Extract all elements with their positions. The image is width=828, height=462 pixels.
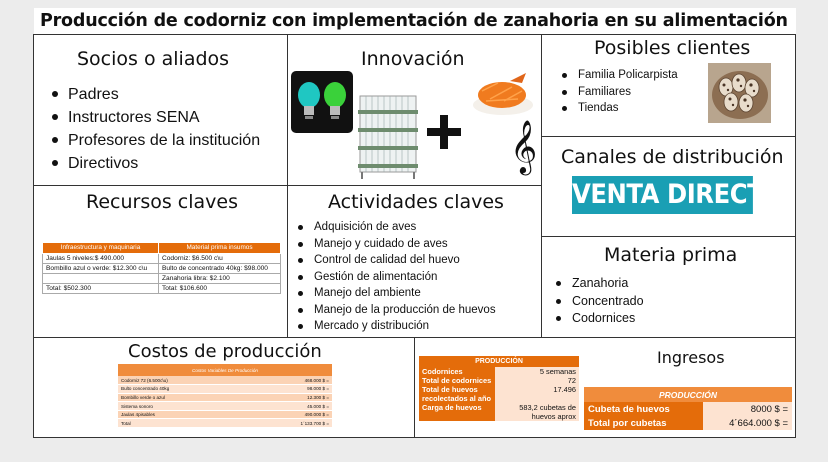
table-row: Codornices 5 semanas xyxy=(419,367,579,376)
quail-eggs-icon xyxy=(708,63,771,123)
table-row: Total de huevos recolectados al año 17.496 xyxy=(419,385,579,403)
produccion-header: PRODUCCIÓN xyxy=(419,356,579,367)
cell-materia xyxy=(541,236,796,338)
list-item: Concentrado xyxy=(556,293,644,311)
list-item: Familia Policarpista xyxy=(562,67,678,84)
socios-list xyxy=(52,83,260,175)
table-row: Jaulas 4pisables 490.000 $ = xyxy=(118,410,332,419)
actividades-heading: Actividades claves xyxy=(328,191,504,213)
table-row: Jaulas 5 niveles:$ 490.000 Codorniz: $6.500 c\u xyxy=(43,254,281,264)
clientes-heading: Posibles clientes xyxy=(594,37,751,59)
table-row: Total: $502.300 Total: $106.600 xyxy=(43,284,281,294)
light-bulbs-icon xyxy=(291,71,353,133)
socios-heading: Socios o aliados xyxy=(77,48,230,70)
list-item: Instructores SENA xyxy=(52,106,260,129)
innovacion-heading: Innovación xyxy=(361,48,465,70)
list-item: Padres xyxy=(52,83,260,106)
list-item: Zanahoria xyxy=(556,275,644,293)
table-row: Bombillo azul o verde: $12.300 c\u Bulto de concentrado 40kg: $98.000 xyxy=(43,264,281,274)
recursos-table xyxy=(42,242,281,294)
list-item: Codornices xyxy=(556,310,644,328)
ingresos-heading: Ingresos xyxy=(657,348,725,367)
recursos-heading: Recursos claves xyxy=(86,191,238,213)
table-row: Sistema sonoro 45.000 $ = xyxy=(118,402,332,411)
column-header: Material prima insumos xyxy=(159,243,281,254)
produccion-table xyxy=(419,356,579,421)
treble-clef-icon: 𝄞 xyxy=(510,119,538,173)
list-item: Gestión de alimentación xyxy=(298,269,496,286)
cell-innovacion xyxy=(287,34,542,186)
list-item: Manejo y cuidado de aves xyxy=(298,236,496,253)
costos-table xyxy=(118,364,332,428)
table-row: Bulto concentrado 40kg 98.000 $ = xyxy=(118,385,332,394)
list-item: Control de calidad del huevo xyxy=(298,252,496,269)
actividades-list xyxy=(298,219,496,335)
cell-clientes xyxy=(541,34,796,137)
materia-list xyxy=(556,275,644,328)
ingresos-table xyxy=(584,387,792,430)
list-item: Familiares xyxy=(562,84,678,101)
list-item: Profesores de la institución xyxy=(52,129,260,152)
table-row: Bombillo verde o azul 12.300 $ = xyxy=(118,393,332,402)
table-row: Total por cubetas 4´664.000 $ = xyxy=(584,416,792,430)
plus-icon xyxy=(425,113,463,151)
column-header: Infraestructura y maquinaria xyxy=(43,243,159,254)
ingresos-header: PRODUCCIÓN xyxy=(584,387,792,402)
cage-icon xyxy=(356,92,420,180)
cell-recursos xyxy=(33,185,288,338)
cell-ingresos xyxy=(414,337,796,438)
list-item: Mercado y distribución xyxy=(298,318,496,335)
carrots-icon xyxy=(468,71,538,117)
costos-heading: Costos de producción xyxy=(128,341,322,362)
table-row: Codorniz 72 (6.500c\u) 468.000 $ = xyxy=(118,376,332,385)
list-item: Manejo de la producción de huevos xyxy=(298,302,496,319)
cell-socios xyxy=(33,34,288,186)
materia-heading: Materia prima xyxy=(604,244,738,266)
table-row: Zanahoria libra: $2.100 xyxy=(43,274,281,284)
list-item: Tiendas xyxy=(562,100,678,117)
table-row: Carga de huevos 583,2 cubetas de huevos aprox xyxy=(419,403,579,421)
cell-actividades xyxy=(287,185,542,338)
table-row: Cubeta de huevos 8000 $ = xyxy=(584,402,792,416)
venta-directa-badge: VENTA DIRECTA xyxy=(572,176,753,214)
table-row: Total 1´133.700 $ = xyxy=(118,419,332,428)
cell-costos xyxy=(33,337,415,438)
list-item: Adquisición de aves xyxy=(298,219,496,236)
list-item: Manejo del ambiente xyxy=(298,285,496,302)
page-title: Producción de codorniz con implementación de zanahoria en su alimentación xyxy=(34,8,796,34)
clientes-list xyxy=(562,67,678,117)
canales-heading: Canales de distribución xyxy=(561,146,784,168)
list-item: Directivos xyxy=(52,152,260,175)
business-canvas xyxy=(33,34,796,438)
costos-table-title: Costos Variables De Producción xyxy=(118,364,332,376)
table-row: Total de codornices 72 xyxy=(419,376,579,385)
